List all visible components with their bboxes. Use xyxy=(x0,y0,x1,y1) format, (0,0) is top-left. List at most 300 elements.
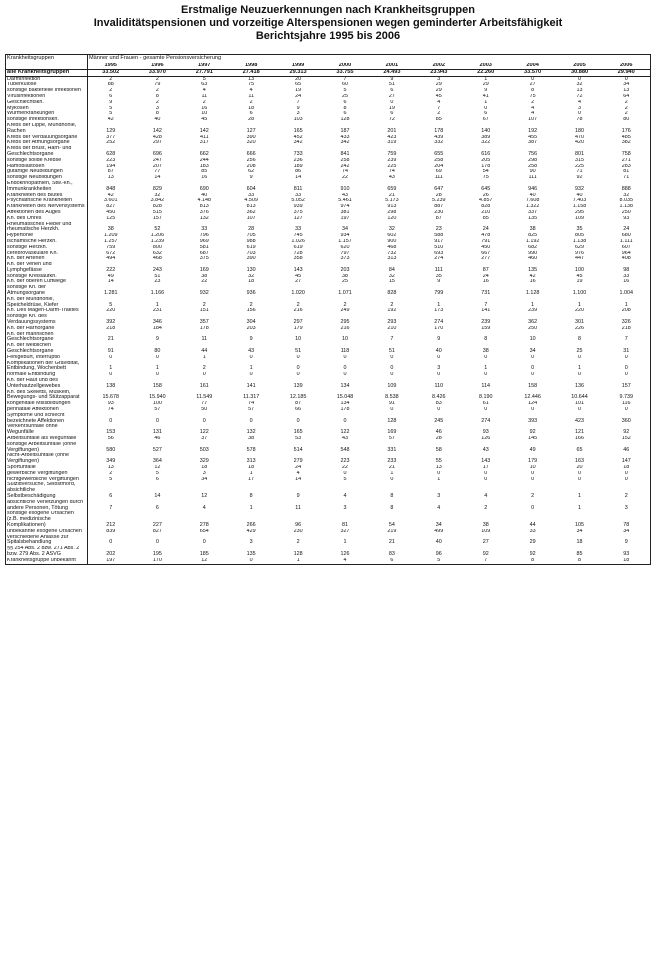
table-cell: 455 xyxy=(528,134,538,140)
table-cell: 548 xyxy=(340,446,350,453)
table-cell: 705 xyxy=(246,233,256,239)
table-cell: 38 xyxy=(248,436,255,441)
year-header: 2005 xyxy=(557,63,604,69)
table-cell: 5.461 xyxy=(338,198,352,204)
table-cell: 0 xyxy=(437,372,441,378)
row-label: Krebs der Verdauungsorgane xyxy=(6,135,88,141)
row-label: Rheumatisches Fieber und rheumatische Herzkh. xyxy=(6,222,88,234)
table-cell: 2 xyxy=(603,100,650,106)
table-cell: 37 xyxy=(201,436,208,441)
table-cell: 178 xyxy=(434,127,444,134)
table-cell: 243 xyxy=(152,266,162,273)
table-cell: 225 xyxy=(387,163,397,169)
table-cell: 109 xyxy=(575,215,585,221)
table-cell: 4 xyxy=(531,111,535,117)
table-cell: 381 xyxy=(340,209,350,215)
table-cell: 6 xyxy=(343,111,347,117)
table-cell: 43 xyxy=(341,436,348,441)
table-cell: 13 xyxy=(435,464,442,470)
table-cell: 62 xyxy=(248,169,255,175)
table-cell: 33 xyxy=(603,274,650,280)
table-cell: 974 xyxy=(340,204,350,210)
table-cell: 32 xyxy=(248,273,255,279)
table-cell: 34 xyxy=(576,528,583,534)
table-cell: 2 xyxy=(484,504,488,511)
table-cell: 156 xyxy=(246,308,256,314)
row-label: unbekannte exogene Ursachen xyxy=(6,529,88,535)
table-cell: 9 xyxy=(437,336,441,343)
table-cell: 38 xyxy=(107,226,114,233)
table-cell: 9 xyxy=(484,88,488,94)
table-cell: 298 xyxy=(387,209,397,215)
table-cell: 1.138 xyxy=(572,238,587,244)
table-cell: 5 xyxy=(155,470,159,476)
table-cell: 8 xyxy=(578,336,582,343)
table-cell: 411 xyxy=(199,134,209,140)
table-cell: 647 xyxy=(434,185,444,192)
table-cell: 619 xyxy=(246,244,256,250)
table-cell: 8 xyxy=(484,336,488,343)
table-cell: 24 xyxy=(295,464,302,470)
row-label: Kh. des Skeletts, Muskeln, Bewegungs- und Stützapparat xyxy=(6,390,88,402)
total-cell: 29.940 xyxy=(603,69,650,76)
table-cell: 460 xyxy=(528,256,538,262)
table-cell: 84 xyxy=(388,266,395,273)
table-cell: 187 xyxy=(340,127,350,134)
table-cell: 2 xyxy=(603,482,650,499)
table-cell: 50 xyxy=(201,407,208,413)
table-cell: 0 xyxy=(531,476,535,482)
table-cell: 28 xyxy=(248,226,255,233)
table-cell: 527 xyxy=(152,446,162,453)
table-cell: 6 xyxy=(155,504,159,511)
table-row xyxy=(6,453,651,465)
total-cell: 33.755 xyxy=(322,69,369,76)
table-cell: 887 xyxy=(434,204,444,210)
table-cell: 946 xyxy=(528,185,538,192)
table-cell: 44 xyxy=(201,348,208,355)
table-cell: 197 xyxy=(88,558,135,564)
table-cell: 274 xyxy=(434,319,444,326)
table-cell: 75 xyxy=(529,93,536,99)
table-cell: 900 xyxy=(387,238,397,244)
table-cell: 7.403 xyxy=(572,198,587,204)
table-cell: 841 xyxy=(340,150,350,157)
table-cell: 964 xyxy=(603,251,650,257)
table-row xyxy=(6,390,651,402)
table-cell: 4.509 xyxy=(244,198,258,204)
table-cell: 91 xyxy=(388,401,395,407)
group-column-header: Krankheitsgruppen xyxy=(6,55,88,64)
table-cell: 423 xyxy=(387,134,397,140)
table-cell: 2 xyxy=(390,301,394,308)
row-label: sonstige exogene Ursachen (z.B. medizinische Komplikationen) xyxy=(6,511,88,528)
table-cell: 100 xyxy=(575,266,585,273)
table-cell: 0 xyxy=(155,539,159,546)
table-cell: 189 xyxy=(293,163,303,169)
table-cell: 342 xyxy=(340,140,350,146)
table-cell: 56 xyxy=(107,436,114,441)
table-cell: 358 xyxy=(293,256,303,262)
table-cell: 0 xyxy=(578,111,582,117)
table-cell: 210 xyxy=(387,325,397,331)
table-cell: 223 xyxy=(340,458,350,465)
table-cell: 42 xyxy=(107,117,114,123)
table-cell: 659 xyxy=(387,185,397,192)
table-cell: 15 xyxy=(388,279,395,285)
table-cell: 0 xyxy=(109,354,113,360)
table-cell: 34 xyxy=(603,529,650,535)
table-cell: 27 xyxy=(482,539,489,546)
table-cell: 452 xyxy=(293,134,303,140)
table-cell: 78 xyxy=(603,511,650,528)
table-cell: 1 xyxy=(275,558,322,564)
table-cell: 828 xyxy=(387,290,397,297)
table-cell: 92 xyxy=(603,424,650,436)
table-cell: 5 xyxy=(109,111,113,117)
table-cell: 0 xyxy=(484,105,488,111)
table-cell: 141 xyxy=(481,308,491,314)
table-cell: 1.111 xyxy=(603,239,650,245)
table-cell: 485 xyxy=(603,135,650,141)
table-cell: 2 xyxy=(109,88,113,94)
table-cell: 52 xyxy=(154,226,161,233)
total-cell: 27.418 xyxy=(228,69,275,76)
year-header: 1995 xyxy=(88,63,135,69)
table-cell: 126 xyxy=(481,436,491,441)
row-label: Sportunfälle xyxy=(6,465,88,471)
table-cell: 34 xyxy=(435,521,442,528)
table-cell: 32 xyxy=(154,192,161,198)
table-cell: 342 xyxy=(293,140,303,146)
table-cell: 0 xyxy=(296,354,300,360)
table-cell: 40 xyxy=(576,192,583,198)
table-cell: 0 xyxy=(109,417,113,424)
table-cell: 2 xyxy=(296,301,300,308)
table-cell: 40 xyxy=(201,192,208,198)
table-cell: 34 xyxy=(201,476,208,482)
table-cell: 125 xyxy=(106,215,116,221)
table-cell: 90 xyxy=(529,169,536,175)
table-cell: 85 xyxy=(435,117,442,123)
table-cell: 53 xyxy=(295,436,302,441)
table-cell: 98 xyxy=(603,262,650,274)
table-cell: 6 xyxy=(109,492,113,499)
table-cell: 111 xyxy=(434,266,443,273)
table-cell: 0 xyxy=(578,76,582,82)
table-cell: 135 xyxy=(528,266,538,273)
table-cell: 390 xyxy=(246,134,256,140)
table-cell: 66 xyxy=(295,407,302,413)
table-cell: 728 xyxy=(293,250,303,256)
table-cell: 8 xyxy=(155,111,159,117)
table-cell: 6 xyxy=(390,111,394,117)
table-cell: 758 xyxy=(603,146,650,158)
table-cell: 195 xyxy=(152,550,162,557)
row-label: Kh. der männlichen Geschlechtsorgane xyxy=(6,332,88,344)
table-cell: 38 xyxy=(482,521,489,528)
table-cell: 40 xyxy=(435,539,442,546)
table-cell: 1.157 xyxy=(338,238,352,244)
table-cell: 313 xyxy=(246,458,256,465)
table-cell: 797 xyxy=(340,250,350,256)
table-cell: 38 xyxy=(201,273,208,279)
table-cell: 1 xyxy=(343,539,347,546)
table-cell: 364 xyxy=(152,458,162,465)
table-cell: 92 xyxy=(529,429,536,436)
table-cell: 645 xyxy=(481,185,491,192)
year-header: 1997 xyxy=(181,63,228,69)
table-cell: 28 xyxy=(248,117,255,123)
table-cell: 19 xyxy=(295,88,302,94)
table-cell: 17 xyxy=(482,464,489,470)
table-cell: 142 xyxy=(152,127,162,134)
table-cell: 88 xyxy=(107,82,114,88)
table-cell: 3 xyxy=(437,492,441,499)
table-cell: 27 xyxy=(295,279,302,285)
year-header: 2000 xyxy=(322,63,369,69)
table-cell: 18 xyxy=(248,279,255,285)
table-cell: 0 xyxy=(531,354,535,360)
table-cell: 110 xyxy=(434,382,444,389)
table-cell: 932 xyxy=(575,185,585,192)
table-cell: 46 xyxy=(435,429,442,436)
table-cell: 266 xyxy=(246,521,256,528)
table-cell: 1.206 xyxy=(150,233,165,239)
table-cell: 29 xyxy=(529,539,536,546)
table-cell: 429 xyxy=(246,528,256,534)
table-cell: 745 xyxy=(293,233,303,239)
row-label: Krankheiten des Blutes xyxy=(6,193,88,199)
table-cell: 0 xyxy=(343,365,347,372)
year-header: 2002 xyxy=(416,63,463,69)
table-cell: 105 xyxy=(575,521,585,528)
table-cell: 1 xyxy=(249,365,253,372)
table-cell: 3 xyxy=(249,539,253,546)
table-cell: 791 xyxy=(481,238,491,244)
table-cell: 51 xyxy=(295,348,302,355)
table-cell: 12.185 xyxy=(289,394,307,401)
table-cell: 7 xyxy=(603,332,650,344)
table-cell: 969 xyxy=(199,238,209,244)
table-cell: 278 xyxy=(199,521,209,528)
table-cell: 87 xyxy=(107,169,114,175)
table-cell: 4 xyxy=(343,492,347,499)
table-cell: 2 xyxy=(155,99,159,105)
table-cell: 49 xyxy=(529,446,536,453)
table-cell: 0 xyxy=(578,470,582,476)
table-cell: 27 xyxy=(388,93,395,99)
table-cell: 3 xyxy=(343,504,347,511)
table-cell: 1.322 xyxy=(525,204,540,210)
row-label: Kh. der oberen Luftwege xyxy=(6,279,88,285)
table-cell: 258 xyxy=(340,157,350,163)
table-cell: 687 xyxy=(199,250,209,256)
table-cell: 514 xyxy=(293,446,303,453)
table-cell: 0 xyxy=(109,539,113,546)
total-cell: 30.880 xyxy=(557,69,604,76)
row-label: Hypertonie xyxy=(6,233,88,239)
table-cell: 1.166 xyxy=(150,290,165,297)
table-cell: 8 xyxy=(390,492,394,499)
table-cell: 163 xyxy=(575,458,585,465)
table-cell: 157 xyxy=(603,378,650,390)
table-cell: 23 xyxy=(154,279,161,285)
table-cell: 6 xyxy=(249,111,253,117)
table-cell: 11 xyxy=(248,93,254,99)
table-cell: 29 xyxy=(435,82,442,88)
table-cell: 179 xyxy=(528,458,538,465)
table-cell: 696 xyxy=(152,150,162,157)
table-cell: 0 xyxy=(390,372,394,378)
table-cell: 2 xyxy=(202,99,206,105)
table-cell: 2 xyxy=(437,111,441,117)
table-cell: 25 xyxy=(341,279,348,285)
table-cell: 1.158 xyxy=(572,204,587,210)
table-cell: 1.209 xyxy=(103,233,118,239)
table-cell: 9 xyxy=(296,492,300,499)
table-cell: 271 xyxy=(603,158,650,164)
table-cell: 680 xyxy=(603,233,650,239)
table-row xyxy=(6,314,651,326)
table-cell: 185 xyxy=(199,550,209,557)
table-cell: 733 xyxy=(293,150,303,157)
table-cell: 1 xyxy=(578,504,582,511)
table-cell: 1 xyxy=(484,99,488,105)
table-cell: 250 xyxy=(603,210,650,216)
table-cell: 92 xyxy=(529,550,536,557)
table-row xyxy=(6,482,651,499)
table-cell: 86 xyxy=(295,169,302,175)
table-cell: 18 xyxy=(248,464,255,470)
row-label: Affektionen des Auges xyxy=(6,210,88,216)
table-cell: 655 xyxy=(434,150,444,157)
table-cell: 203 xyxy=(340,266,350,273)
table-cell: 581 xyxy=(199,244,209,250)
table-cell: 580 xyxy=(106,446,116,453)
table-cell: 54 xyxy=(482,169,489,175)
total-cell: 33.570 xyxy=(510,69,557,76)
table-cell: 138 xyxy=(106,382,116,389)
table-cell: 515 xyxy=(152,209,162,215)
table-cell: 2 xyxy=(155,76,159,82)
table-cell: 439 xyxy=(434,134,444,140)
table-cell: 3 xyxy=(437,76,441,82)
table-cell: 38 xyxy=(482,348,489,355)
table-cell: 63 xyxy=(201,82,208,88)
table-cell: 3.842 xyxy=(150,198,165,204)
table-cell: 1.004 xyxy=(603,285,650,297)
table-cell: 12 xyxy=(201,492,208,499)
table-cell: 9.739 xyxy=(603,390,650,402)
row-label: sonstige Neubildungen xyxy=(6,175,88,181)
table-cell: 27 xyxy=(529,82,536,88)
table-cell: 510 xyxy=(434,244,444,250)
table-cell: 203 xyxy=(246,325,256,331)
table-cell: 0 xyxy=(155,372,159,378)
table-cell: 32 xyxy=(388,226,395,233)
table-cell: 249 xyxy=(340,308,350,314)
table-cell: 18 xyxy=(603,465,650,471)
table-cell: 375 xyxy=(199,256,209,262)
table-cell: 990 xyxy=(528,250,538,256)
table-cell: 109 xyxy=(387,382,397,389)
table-cell: 136 xyxy=(575,382,585,389)
table-cell: 607 xyxy=(603,245,650,251)
table-cell: 828 xyxy=(152,204,162,210)
table-cell: 1 xyxy=(390,470,394,476)
table-cell: 1 xyxy=(437,301,441,308)
table-cell: 274 xyxy=(481,417,491,424)
table-cell: 122 xyxy=(340,429,350,436)
table-cell: 4 xyxy=(437,504,441,511)
row-label: Kh. der Harnorgane xyxy=(6,326,88,332)
table-cell: 19 xyxy=(388,105,395,111)
table-cell: 1.071 xyxy=(338,290,352,297)
table-cell: 5 xyxy=(109,301,113,308)
table-cell: 45 xyxy=(201,117,208,123)
table-cell: 216 xyxy=(293,308,303,314)
table-cell: 9 xyxy=(603,535,650,547)
table-cell: 428 xyxy=(152,134,162,140)
table-cell: 18 xyxy=(248,105,255,111)
table-cell: 2 xyxy=(109,470,113,476)
table-cell: 0 xyxy=(484,407,488,413)
table-cell: 49 xyxy=(107,273,114,279)
table-cell: 8 xyxy=(557,558,604,564)
table-cell: 0 xyxy=(390,476,394,482)
table-cell: 80 xyxy=(154,348,161,355)
row-label: sonstige Herzkh. xyxy=(6,245,88,251)
table-cell: 0 xyxy=(296,417,300,424)
table-cell: 0 xyxy=(603,355,650,361)
table-cell: 219 xyxy=(387,528,397,534)
table-cell: 23 xyxy=(435,226,442,233)
table-cell: 218 xyxy=(603,326,650,332)
table-row xyxy=(6,285,651,297)
table-cell: 25 xyxy=(341,93,348,99)
table-cell: 7 xyxy=(296,99,300,105)
table-cell: 829 xyxy=(152,185,162,192)
year-header: 1999 xyxy=(275,63,322,69)
table-cell: 4 xyxy=(322,558,369,564)
table-cell: 295 xyxy=(575,209,585,215)
table-cell: 236 xyxy=(293,157,303,163)
table-cell: 5.239 xyxy=(432,198,446,204)
table-cell: 130 xyxy=(246,266,256,273)
table-cell: 18 xyxy=(576,539,583,546)
table-cell: 135 xyxy=(528,215,538,221)
table-cell: 0 xyxy=(484,470,488,476)
table-cell: 140 xyxy=(481,127,491,134)
table-cell: 0 xyxy=(603,477,650,483)
table-cell: 14 xyxy=(107,279,114,285)
table-cell: 216 xyxy=(340,325,350,331)
table-cell: 932 xyxy=(199,290,209,297)
table-cell: 939 xyxy=(293,204,303,210)
table-cell: 13 xyxy=(107,464,114,470)
table-cell: 18 xyxy=(201,464,208,470)
table-cell: 393 xyxy=(528,417,538,424)
table-cell: 32 xyxy=(388,273,395,279)
table-cell: 604 xyxy=(246,185,256,192)
table-cell: 28 xyxy=(435,192,442,198)
table-cell: 759 xyxy=(106,244,116,250)
table-cell: 910 xyxy=(340,185,350,192)
table-cell: 183 xyxy=(199,163,209,169)
table-cell: 46 xyxy=(603,442,650,454)
table-cell: 578 xyxy=(246,446,256,453)
